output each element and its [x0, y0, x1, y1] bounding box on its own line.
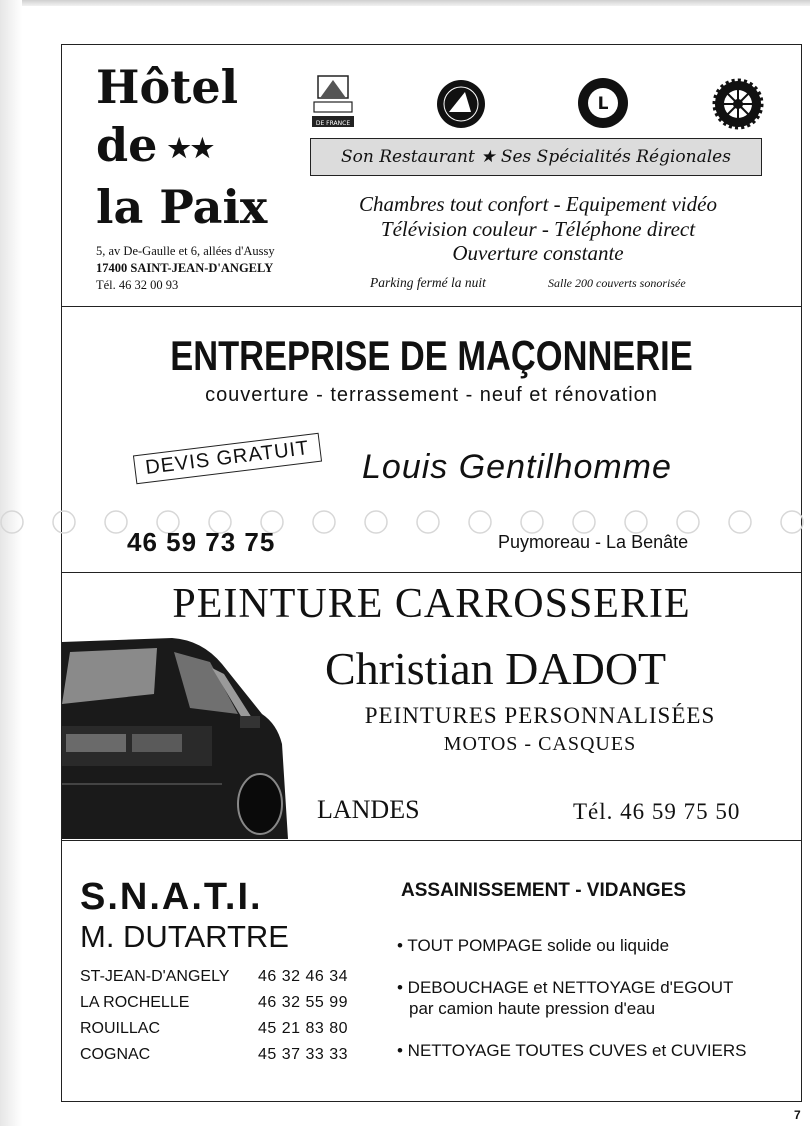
carrosserie-service2: MOTOS - CASQUES	[443, 733, 637, 755]
hotel-feature-line1: Chambres tout confort - Equipement vidéo	[359, 192, 717, 216]
hotel-name-line2-row	[96, 116, 267, 178]
hotel-feature-line2: Télévision couleur - Téléphone direct	[380, 216, 696, 241]
maconnerie-phone: 46 59 73 75	[127, 527, 276, 557]
svg-text:L: L	[597, 94, 609, 114]
page-binding-shadow	[0, 0, 22, 1126]
hotel-salle: Salle 200 couverts sonorisée	[548, 276, 686, 290]
carrosserie-phone: Tél. 46 59 75 50	[573, 799, 741, 824]
maconnerie-services: couverture - terrassement - neuf et rénovation	[205, 384, 658, 406]
watermark-strip	[0, 504, 810, 554]
snati-company-name: S.N.A.T.I.	[80, 876, 263, 918]
snati-city: ROUILLAC	[80, 1020, 161, 1037]
snati-service-item-line1: • DEBOUCHAGE et NETTOYAGE d'EGOUT	[397, 978, 734, 997]
snati-city: ST-JEAN-D'ANGELY	[80, 968, 230, 985]
hotel-name-line2: de	[96, 118, 158, 172]
snati-city: COGNAC	[80, 1046, 151, 1063]
carrosserie-city: LANDES	[317, 795, 420, 824]
svg-text:DE FRANCE: DE FRANCE	[315, 120, 351, 127]
hotel-address-line1: 5, av De-Gaulle et 6, allées d'Aussy	[96, 244, 275, 258]
carrosserie-owner: Christian DADOT	[325, 643, 667, 694]
hotel-address-line2: 17400 SAINT-JEAN-D'ANGELY	[96, 261, 274, 275]
hotel-name-line1: Hôtel	[96, 60, 239, 114]
snati-person: M. DUTARTRE	[80, 919, 289, 954]
hotel-name	[96, 58, 267, 236]
section-divider	[61, 840, 802, 841]
snati-service-item	[397, 977, 747, 1019]
snati-service-item: • NETTOYAGE TOUTES CUVES et CUVIERS	[397, 1041, 747, 1060]
hotel-parking: Parking fermé la nuit	[370, 275, 486, 290]
maconnerie-location: Puymoreau - La Benâte	[498, 532, 689, 552]
snati-phone: 45 37 33 33	[258, 1046, 349, 1063]
snati-services-heading: ASSAINISSEMENT - VIDANGES	[401, 880, 687, 901]
section-divider	[61, 572, 802, 573]
snati-phone-list	[258, 964, 348, 1068]
hotel-feature-line3: Ouverture constante	[452, 241, 624, 265]
snati-phone: 46 32 55 99	[258, 994, 349, 1011]
page-top-edge	[0, 0, 810, 6]
carrosserie-title: PEINTURE CARROSSERIE	[172, 581, 691, 627]
snati-service-item-line2: par camion haute pression d'eau	[409, 999, 656, 1018]
page-number: 7	[794, 1108, 801, 1122]
snati-service-item: • TOUT POMPAGE solide ou liquide	[397, 936, 670, 955]
hotel-address	[96, 243, 275, 294]
snati-city-list	[80, 964, 229, 1068]
hotel-stars: ★★	[167, 134, 215, 164]
maconnerie-owner: Louis Gentilhomme	[362, 448, 672, 486]
snati-phone: 46 32 46 34	[258, 968, 349, 985]
hotel-restaurant-band: Son Restaurant ★ Ses Spécialités Régionales	[310, 138, 762, 176]
car-photo	[62, 634, 288, 839]
snati-services-list	[397, 935, 747, 1082]
logis-de-france-logo	[310, 74, 356, 130]
lions-club-logo	[576, 76, 630, 130]
carrosserie-service1: PEINTURES PERSONNALISÉES	[364, 703, 716, 728]
hotel-phone: Tél. 46 32 00 93	[96, 278, 179, 292]
snati-phone: 45 21 83 80	[258, 1020, 349, 1037]
hotel-features	[308, 192, 768, 266]
maconnerie-title: ENTREPRISE DE MAÇONNERIE	[170, 332, 693, 379]
devis-gratuit-badge: DEVIS GRATUIT	[133, 433, 322, 485]
section-divider	[61, 306, 802, 307]
snati-city: LA ROCHELLE	[80, 994, 190, 1011]
hotel-name-line3: la Paix	[96, 180, 268, 234]
auto-journal-logo	[435, 78, 487, 130]
rotary-logo	[712, 78, 764, 130]
